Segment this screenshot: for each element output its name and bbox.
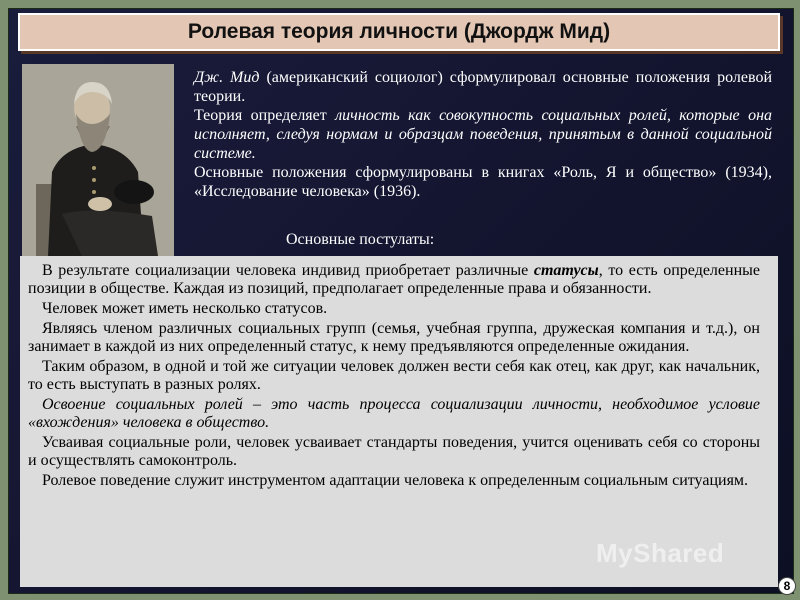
postulate-item: Человек может иметь несколько статусов. (42, 300, 328, 317)
postulate-item: Являясь членом различных социальных групп (семья, учебная группа, дружеская компания и т.д.), он занимает в каждой из них определенный статус, к нему предъявляются определенные ожидания. (28, 320, 760, 355)
postulate-item: Ролевое поведение служит инструментом адаптации человека к определенным социальным ситуациям. (42, 472, 749, 489)
watermark: MyShared (596, 538, 725, 568)
postulate-item: Усваивая социальные роли, человек усваивает стандарты поведения, учится оценивать себя со стороны и осуществлять самоконтроль. (28, 434, 760, 469)
intro-p1-text: (американский социолог) сформулировал основные положения ролевой теории. (194, 69, 773, 105)
portrait-photo-icon (22, 64, 174, 256)
intro-paragraph-1 (194, 68, 772, 106)
author-name: Дж. Мид (194, 69, 260, 86)
postulate-text: В результате социализации человека индивид приобретает различные (42, 262, 534, 279)
postulates-heading: Основные постулаты: (286, 231, 435, 248)
postulate-text: , то есть определенные позиции в обществе. Каждая из позиций, предполагает определенные права и обязанности. (28, 262, 760, 297)
postulate-item (28, 396, 760, 432)
intro-p2-italic: личность как совокупность социальных ролей, которые она исполняет, следуя нормам и образцам поведения, принятым в данной социальной системе. (194, 107, 772, 162)
intro-paragraph-2 (194, 106, 772, 163)
title-bar (18, 13, 780, 51)
slide-number-badge: 8 (778, 577, 796, 595)
postulate-item (28, 262, 760, 298)
postulate-italic: Освоение социальных ролей – это часть процесса социализации личности, необходимое условие «вхождения» человека в общество. (28, 396, 760, 431)
intro-text (194, 68, 772, 201)
postulate-emphasis: статусы (533, 262, 599, 279)
slide-title: Ролевая теория личности (Джордж Мид) (187, 20, 611, 43)
intro-p2-prefix: Теория определяет (194, 107, 336, 124)
postulate-item: Таким образом, в одной и той же ситуации человек должен вести себя как отец, как друг, как начальник, то есть выступать в разных ролях. (28, 358, 760, 393)
portrait-photo (22, 64, 174, 256)
intro-paragraph-3: Основные положения сформулированы в книгах «Роль, Я и общество» (1934), «Исследование человека» (1936). (194, 164, 772, 200)
